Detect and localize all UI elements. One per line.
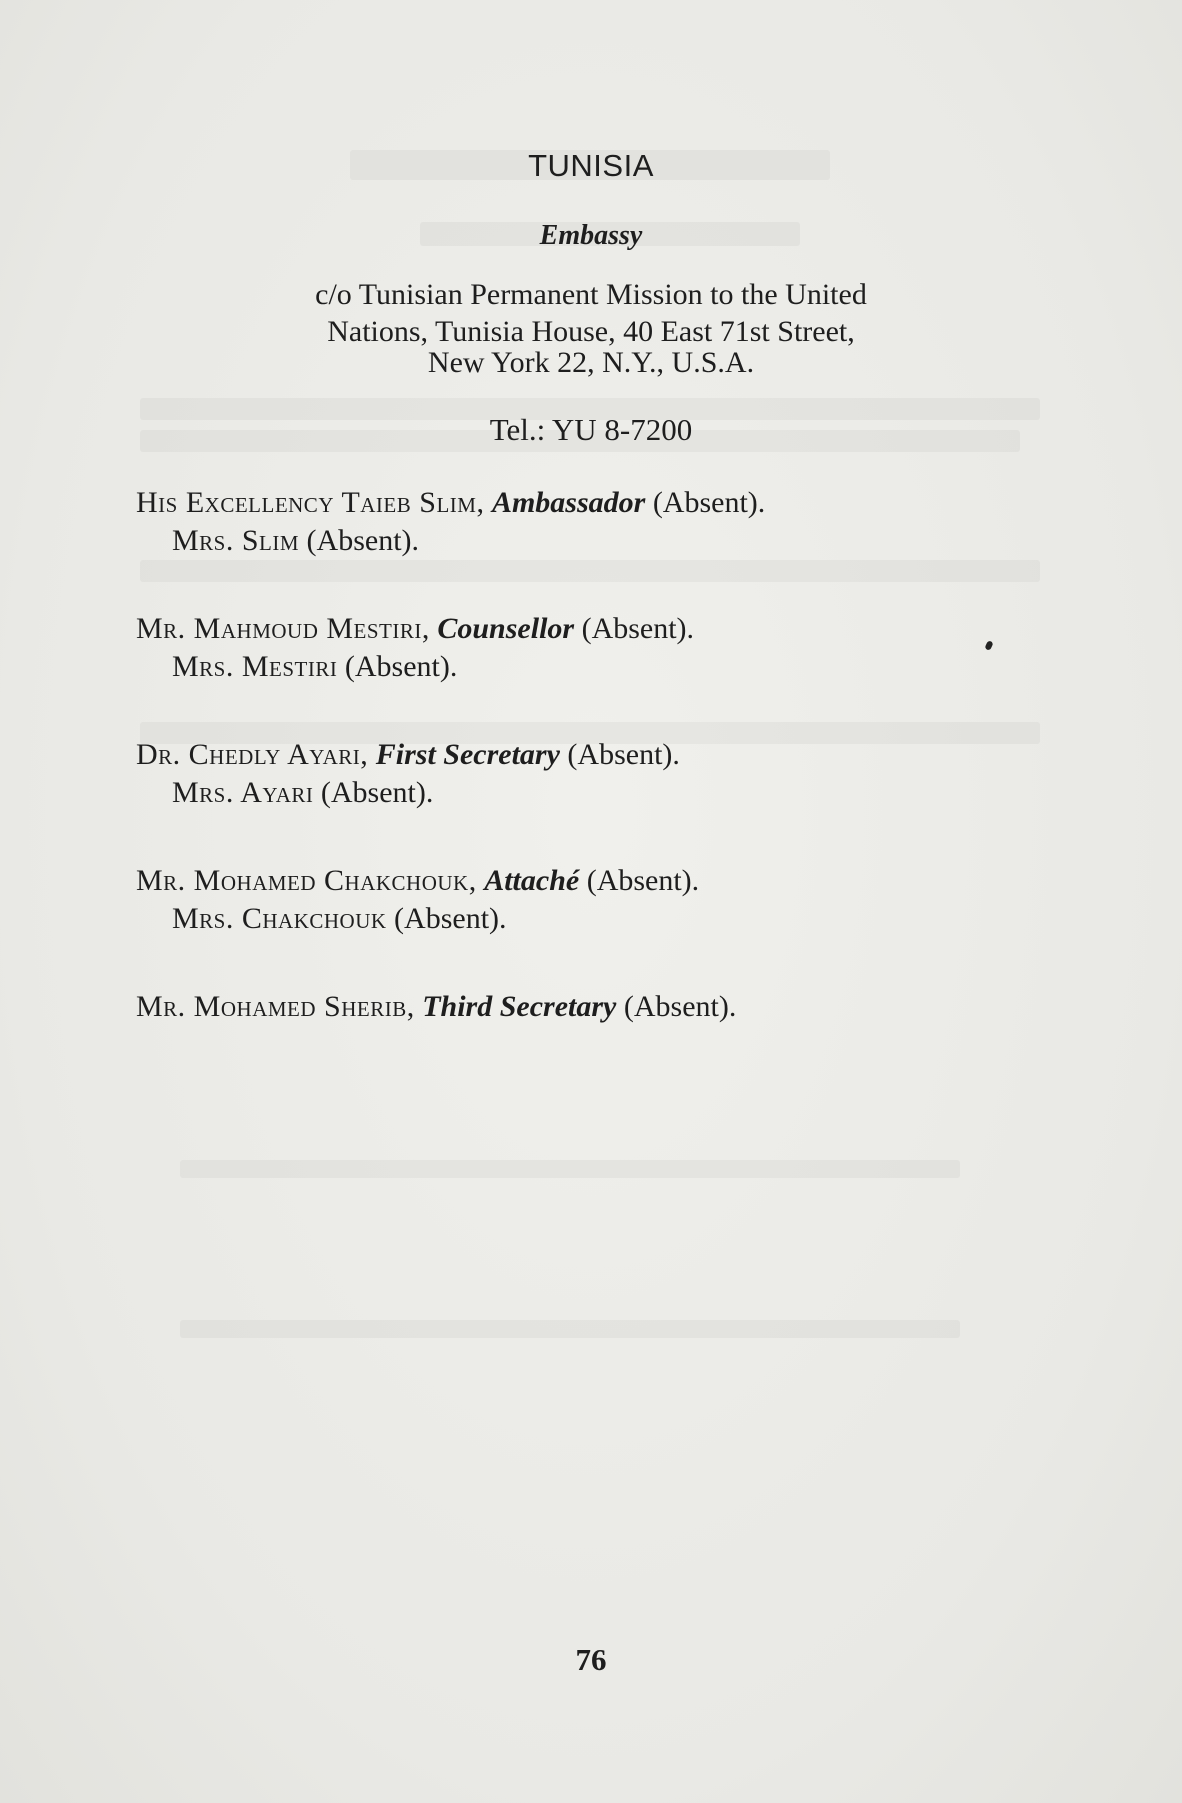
staff-status: (Absent). xyxy=(586,864,700,897)
staff-line xyxy=(136,988,1056,1026)
spouse-name: Mrs. Chakchouk xyxy=(172,902,387,935)
staff-name: Mr. Mahmoud Mestiri, xyxy=(136,612,430,645)
spouse-status: (Absent). xyxy=(344,650,458,683)
spouse-line xyxy=(136,774,1056,812)
staff-name: Dr. Chedly Ayari, xyxy=(136,738,369,771)
telephone-line: Tel.: YU 8-7200 xyxy=(489,412,693,447)
spouse-line xyxy=(136,900,1056,938)
spouse-status: (Absent). xyxy=(394,902,507,935)
staff-name: Mr. Mohamed Chakchouk, xyxy=(136,864,477,897)
staff-title: Ambassador xyxy=(491,486,646,519)
staff-title: Third Secretary xyxy=(422,990,617,1023)
spouse-name: Mrs. Slim xyxy=(172,524,300,557)
staff-list xyxy=(136,484,1056,1076)
staff-title: Attaché xyxy=(484,864,580,897)
staff-line xyxy=(136,610,1056,648)
country-heading: TUNISIA xyxy=(528,148,654,183)
spouse-status: (Absent). xyxy=(306,524,420,557)
staff-title: First Secretary xyxy=(375,738,560,771)
address-line: New York 22, N.Y., U.S.A. xyxy=(427,346,755,379)
spouse-status: (Absent). xyxy=(320,776,434,809)
staff-status: (Absent). xyxy=(581,612,695,645)
staff-entry xyxy=(136,484,1056,560)
address-block xyxy=(190,276,992,381)
address-line: Nations, Tunisia House, 40 East 71st Street, xyxy=(327,315,855,348)
staff-line xyxy=(136,862,1056,900)
spouse-line xyxy=(136,648,1056,686)
page-number: 76 xyxy=(575,1642,607,1677)
spouse-name: Mrs. Ayari xyxy=(172,776,314,809)
staff-entry xyxy=(136,862,1056,938)
office-subheading: Embassy xyxy=(539,220,643,251)
spouse-name: Mrs. Mestiri xyxy=(172,650,338,683)
staff-name: Mr. Mohamed Sherib, xyxy=(136,990,415,1023)
staff-status: (Absent). xyxy=(623,990,737,1023)
address-line: c/o Tunisian Permanent Mission to the United xyxy=(315,278,867,311)
staff-entry xyxy=(136,736,1056,812)
spouse-line xyxy=(136,522,1056,560)
staff-line xyxy=(136,736,1056,774)
staff-entry xyxy=(136,988,1056,1026)
staff-entry xyxy=(136,610,1056,686)
staff-line xyxy=(136,484,1056,522)
staff-status: (Absent). xyxy=(567,738,680,771)
staff-name: His Excellency Taieb Slim, xyxy=(136,486,485,519)
staff-title: Counsellor xyxy=(437,612,575,645)
staff-status: (Absent). xyxy=(652,486,766,519)
